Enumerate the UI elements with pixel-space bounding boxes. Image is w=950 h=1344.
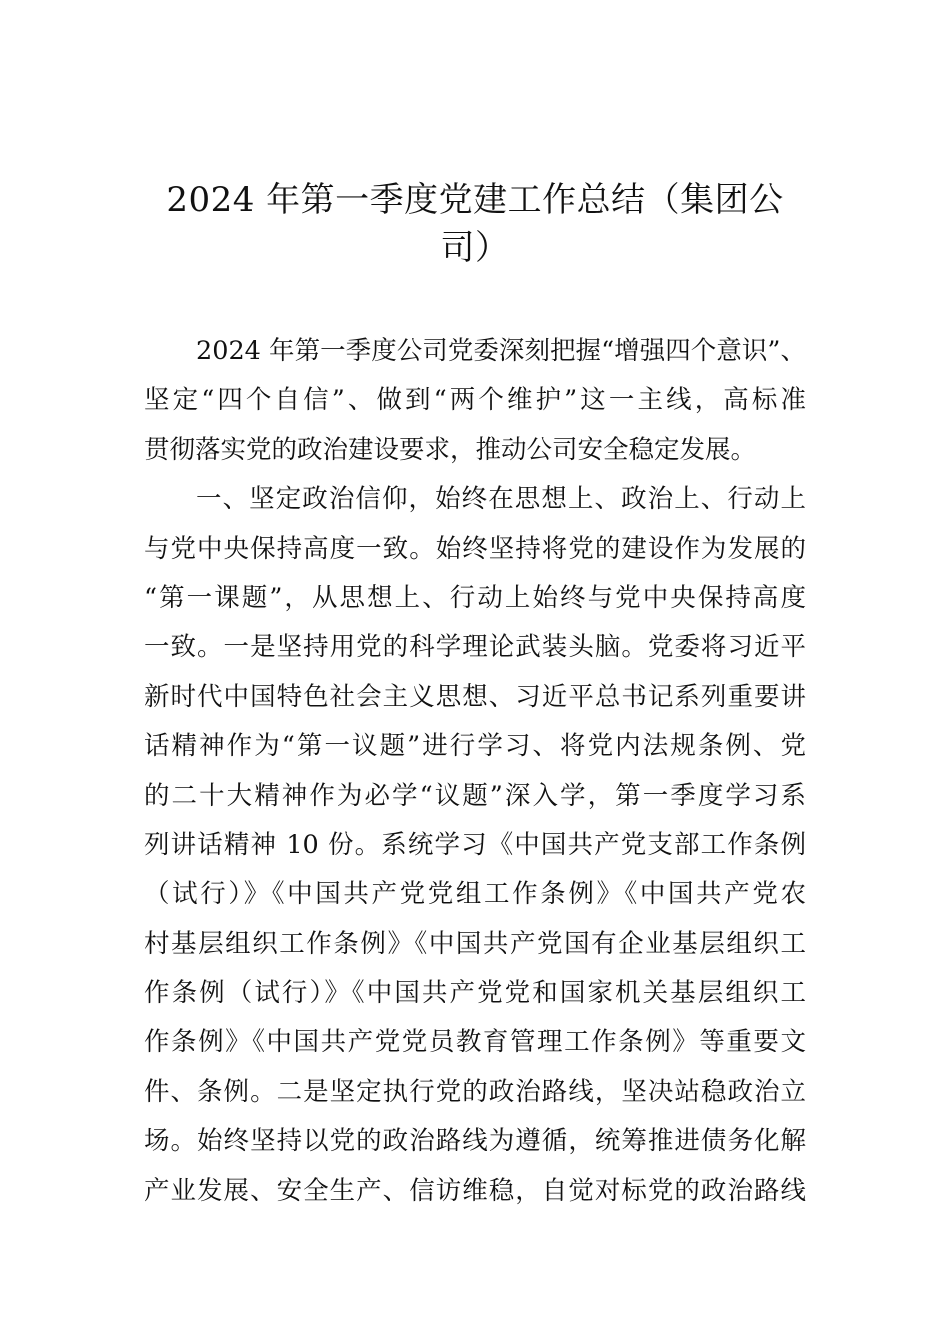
paragraph-2-line-1: 一、坚定政治信仰，始终在思想上、政治上、行动上 (196, 484, 806, 515)
paragraph-2-line-15: 产业发展、安全生产、信访维稳，自觉对标党的政治路线 (144, 1175, 806, 1206)
paragraph-2-line-8: 列讲话精神 10 份。系统学习《中国共产党支部工作条例 (144, 829, 806, 860)
paragraph-2-line-5: 新时代中国特色社会主义思想、习近平总书记系列重要讲 (144, 681, 806, 712)
paragraph-2-line-4: 一致。一是坚持用党的科学理论武装头脑。党委将习近平 (144, 632, 806, 663)
paragraph-2-line-3: “第一课题”，从思想上、行动上始终与党中央保持高度 (144, 582, 806, 613)
paragraph-2-line-14: 场。始终坚持以党的政治路线为遵循，统筹推进债务化解 (144, 1126, 806, 1157)
body-text (144, 327, 806, 1216)
paragraph-2-line-13: 件、条例。二是坚定执行党的政治路线，坚决站稳政治立 (144, 1076, 806, 1107)
title-line-2: 司） (440, 228, 510, 268)
paragraph-2-line-10: 村基层组织工作条例》《中国共产党国有企业基层组织工 (144, 928, 806, 959)
paragraph-2-line-2: 与党中央保持高度一致。始终坚持将党的建设作为发展的 (144, 533, 806, 564)
paragraph-2-line-11: 作条例（试行）》《中国共产党党和国家机关基层组织工 (144, 978, 806, 1009)
paragraph-1-line-2: 坚定“四个自信”、做到“两个维护”这一主线，高标准 (144, 385, 806, 416)
paragraph-1-line-3: 贯彻落实党的政治建设要求，推动公司安全稳定发展。 (144, 434, 757, 465)
paragraph-1-line-1: 2024 年第一季度公司党委深刻把握“增强四个意识”、 (196, 336, 806, 366)
document-title (160, 176, 790, 272)
paragraph-2-line-7: 的二十大精神作为必学“议题”深入学，第一季度学习系 (144, 780, 806, 811)
paragraph-2-line-12: 作条例》《中国共产党党员教育管理工作条例》等重要文 (144, 1027, 806, 1058)
paragraph-2-line-9: （试行）》《中国共产党党组工作条例》《中国共产党农 (144, 879, 806, 910)
title-line-1: 2024 年第一季度党建工作总结（集团公 (166, 180, 784, 220)
paragraph-2-line-6: 话精神作为“第一议题”进行学习、将党内法规条例、党 (144, 731, 806, 762)
